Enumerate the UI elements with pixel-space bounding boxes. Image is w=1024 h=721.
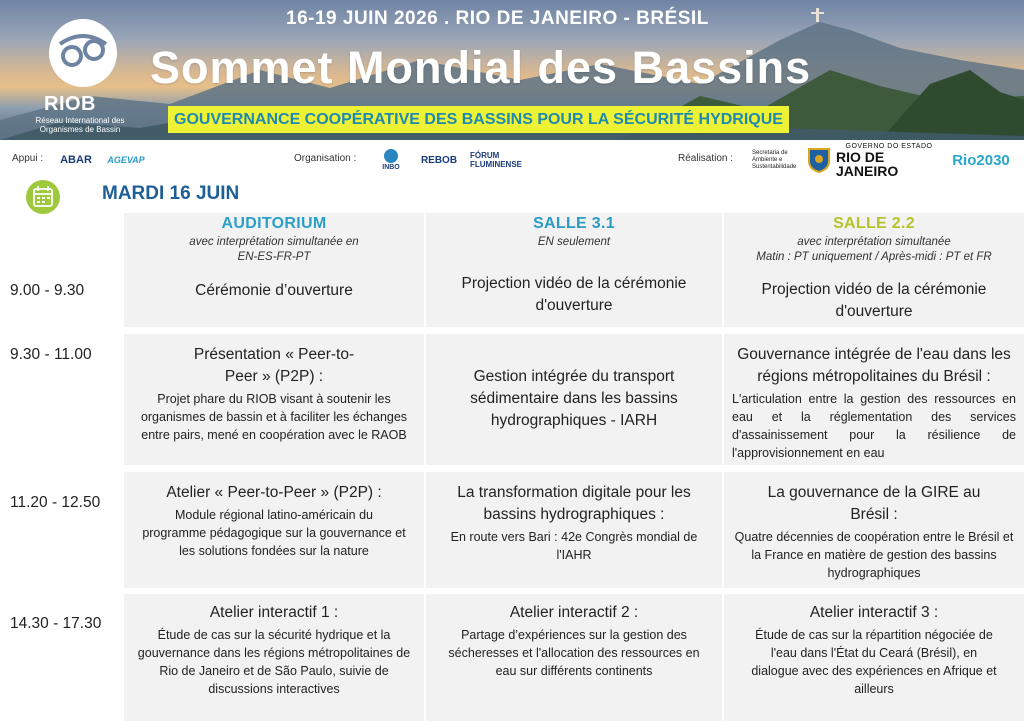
production-label: Réalisation : (678, 153, 734, 164)
session-cell (724, 279, 1024, 325)
session-description: Étude de cas sur la sécurité hydrique et la gouvernance dans les régions métropolitaines de Rio de Janeiro et de São Paulo, suivie de discussions interactives (137, 628, 411, 696)
support-label: Appui : (12, 153, 44, 164)
session-title: Gouvernance intégrée de l'eau dans les régions métropolitaines du Brésil : (737, 346, 1011, 385)
session-title: Présentation « Peer-to-Peer » (P2P) : (193, 346, 355, 385)
session-cell (426, 594, 722, 721)
session-cell (724, 334, 1024, 465)
room-note: avec interprétation simultanée en (189, 236, 359, 248)
session-cell (124, 334, 424, 465)
session-title: Cérémonie d’ouverture (195, 282, 353, 299)
room-note: Matin : PT uniquement / Après-midi : PT et FR (756, 251, 992, 263)
secretaria-logo: Secretaria de Ambiente e Sustentabilidade (752, 149, 797, 170)
inbo-logo-icon (384, 149, 398, 163)
session-description: Projet phare du RIOB visant à soutenir les organismes de bassin et à faciliter les échanges entre pairs, mené en coopération avec le RAOB (140, 392, 408, 442)
room-name: AUDITORIUM (221, 215, 327, 232)
session-title: Atelier interactif 2 : (509, 604, 639, 621)
session-cell (724, 472, 1024, 588)
session-cell (124, 594, 424, 721)
session-cell (124, 280, 424, 310)
session-title: Projection vidéo de la cérémonie d'ouverture (461, 275, 687, 314)
session-title: Atelier « Peer-to-Peer » (P2P) : (166, 484, 382, 501)
session-cell (426, 334, 722, 465)
session-description: Quatre décennies de coopération entre le Brésil et la France en matière de gestion des bassins hydrographiques (734, 530, 1014, 580)
session-cell (426, 472, 722, 588)
room-note: EN-ES-FR-PT (237, 251, 311, 263)
event-date-location: 16-19 JUIN 2026 . RIO DE JANEIRO - BRÉSIL (286, 8, 709, 29)
room-name: SALLE 2.2 (833, 215, 915, 232)
session-title: Atelier interactif 3 : (809, 604, 939, 621)
inbo-logo (376, 147, 406, 173)
riob-logo-name: RIOB (44, 93, 96, 115)
time-slot: 9.00 - 9.30 (10, 282, 85, 299)
time-slot: 14.30 - 17.30 (10, 615, 102, 632)
session-title: La gouvernance de la GIRE au Brésil : (767, 484, 981, 523)
time-slot: 9.30 - 11.00 (10, 346, 92, 363)
session-title: Atelier interactif 1 : (209, 604, 339, 621)
rio-crest-icon (806, 147, 832, 173)
abar-logo: ABAR (60, 154, 92, 166)
session-cell (426, 273, 722, 323)
calendar-icon (26, 180, 60, 214)
rebob-logo: REBOB (420, 154, 458, 166)
room-name: SALLE 3.1 (533, 215, 615, 232)
session-description: En route vers Bari : 42e Congrès mondial de l'IAHR (450, 530, 698, 562)
rio2030-logo: Rio2030 (952, 151, 1010, 169)
sponsor-strip (0, 140, 1024, 180)
session-cell (724, 594, 1024, 721)
session-title: Gestion intégrée du transport sédimentaire dans les bassins hydrographiques - IARH (470, 368, 678, 429)
room-note: avec interprétation simultanée (797, 236, 951, 248)
day-title: MARDI 16 JUIN (102, 183, 240, 204)
session-cell (124, 472, 424, 588)
time-slot: 11.20 - 12.50 (10, 494, 101, 511)
inbo-logo-text: INBO (382, 164, 400, 171)
session-title: La transformation digitale pour les bassins hydrographiques : (457, 484, 691, 523)
session-description: Module régional latino-américain du programme pédagogique sur la gouvernance et les solutions fondées sur la nature (142, 508, 406, 558)
riob-logo-icon (48, 18, 118, 88)
session-description: Étude de cas sur la répartition négociée de l'eau dans l'État du Ceará (Brésil), en dialogue avec des expériences en Afrique et ailleurs (751, 628, 997, 696)
session-title: Projection vidéo de la cérémonie d'ouverture (761, 281, 987, 320)
riob-logo-tagline: Réseau International des Organismes de Bassin (35, 116, 125, 134)
rio-de-janeiro-label: RIO DE JANEIRO (836, 148, 899, 179)
event-title: Sommet Mondial des Bassins (150, 42, 812, 93)
room-note: EN seulement (537, 236, 611, 248)
session-description: L'articulation entre la gestion des ressources en eau et la réglementation des services d'assainissement pour la résilience de l'approvisionnement en eau (732, 392, 1016, 460)
governo-label: GOVERNO DO ESTADO (845, 142, 933, 150)
header-banner (0, 0, 1024, 140)
agevap-logo: AGEVAP (107, 155, 145, 165)
session-description: Partage d’expériences sur la gestion des sécheresses et l'allocation des ressources en eau sur différents continents (448, 628, 700, 678)
governo-rio-logo (836, 142, 942, 179)
forum-logo: FÓRUM FLUMINENSE (470, 151, 522, 169)
event-subtitle: GOUVERNANCE COOPÉRATIVE DES BASSINS POUR LA SÉCURITÉ HYDRIQUE (168, 106, 789, 133)
organization-label: Organisation : (294, 153, 357, 164)
